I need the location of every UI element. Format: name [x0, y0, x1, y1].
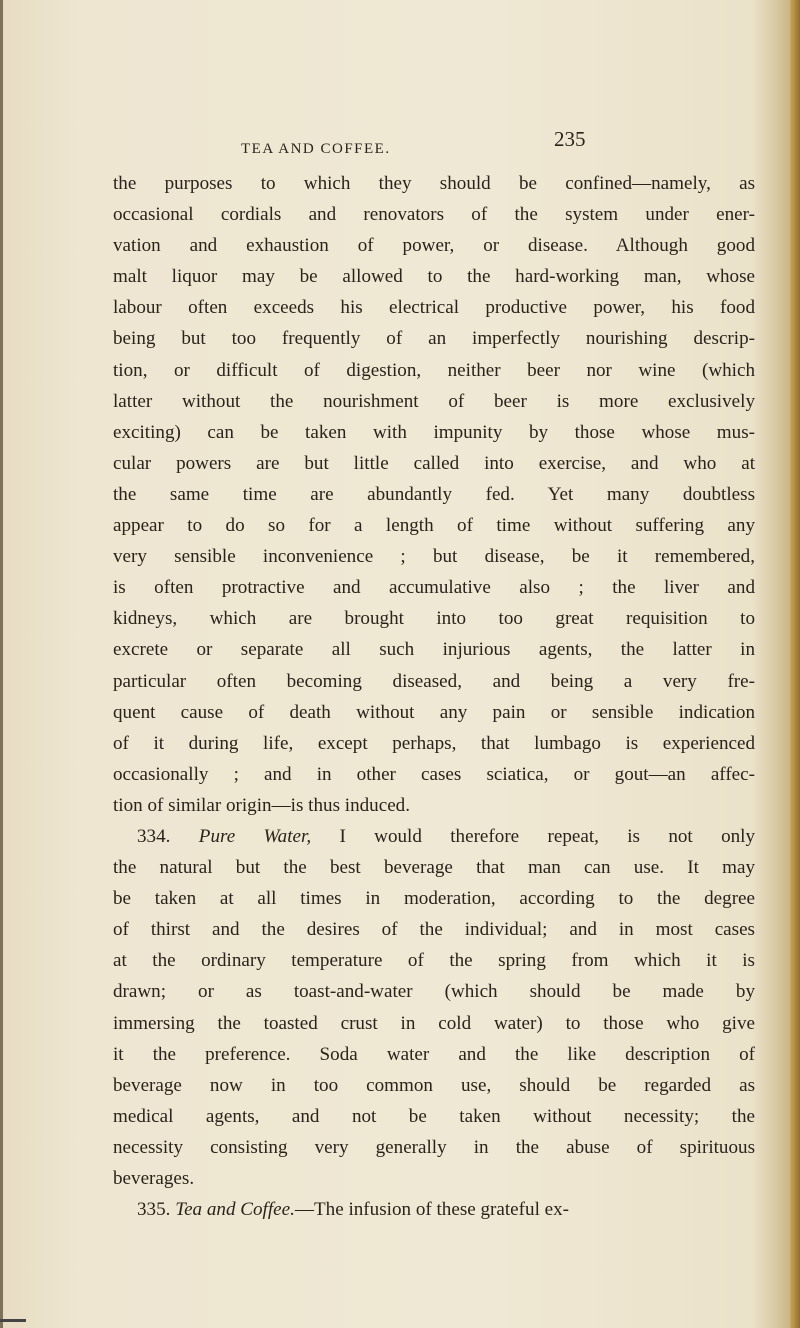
text-line: labour often exceeds his electrical productive power, his food: [113, 297, 755, 319]
text-line: excrete or separate all such injurious agents, the latter in: [113, 639, 755, 661]
text-line: beverages.: [113, 1168, 195, 1189]
text-line: appear to do so for a length of time without suffering any: [113, 515, 755, 537]
text-line: particular often becoming diseased, and being a very fre-: [113, 670, 755, 692]
text-line: it the preference. Soda water and the like description of: [113, 1043, 755, 1065]
page-left-edge: [0, 0, 3, 1328]
paragraph-335-first-line: [113, 1194, 755, 1225]
text-line: exciting) can be taken with impunity by those whose mus-: [113, 421, 755, 443]
paragraph-number: 334.: [137, 825, 171, 847]
text-line: latter without the nourishment of beer is more exclusively: [113, 390, 755, 412]
text-line: is often protractive and accumulative also ; the liver and: [113, 577, 755, 599]
text-line: immersing the toasted crust in cold water) to those who give: [113, 1012, 755, 1034]
text-line: the same time are abundantly fed. Yet many doubtless: [113, 483, 755, 505]
page-corner-mark: [0, 1319, 26, 1322]
paragraph-334-first-line: [113, 821, 755, 852]
page-right-edge: [790, 0, 800, 1328]
text-line: being but too frequently of an imperfectly nourishing descrip-: [113, 328, 755, 350]
text-line: be taken at all times in moderation, according to the degree: [113, 888, 755, 910]
page-number: 235: [554, 127, 586, 151]
text-line: medical agents, and not be taken without necessity; the: [113, 1105, 755, 1127]
text-line: drawn; or as toast-and-water (which should be made by: [113, 981, 755, 1003]
text-line: of it during life, except perhaps, that lumbago is experienced: [113, 732, 755, 754]
text-line: at the ordinary temperature of the spring from which it is: [113, 950, 755, 972]
text-line: very sensible inconvenience ; but disease, be it remembered,: [113, 546, 755, 568]
section-heading: Pure Water,: [198, 825, 312, 847]
text-line: cular powers are but little called into exercise, and who at: [113, 452, 755, 474]
text-line: occasionally ; and in other cases sciatica, or gout—an affec-: [113, 763, 755, 785]
text-line: tion of similar origin—is thus induced.: [113, 794, 410, 816]
text-line: occasional cordials and renovators of the system under ener-: [113, 204, 755, 226]
text-line: beverage now in too common use, should be regarded as: [113, 1074, 755, 1096]
running-title: TEA AND COFFEE.: [241, 141, 391, 157]
section-heading: Tea and Coffee.: [175, 1199, 295, 1221]
text-fragment: —The infusion of these grateful ex-: [294, 1199, 570, 1221]
body-text: [113, 168, 755, 1225]
text-line: kidneys, which are brought into too great requisition to: [113, 608, 755, 630]
text-line: tion, or difficult of digestion, neither beer nor wine (which: [113, 359, 755, 381]
text-line: the natural but the best beverage that man can use. It may: [113, 857, 755, 879]
text-line: malt liquor may be allowed to the hard-working man, whose: [113, 266, 755, 288]
text-fragment: I would therefore repeat, is not only: [339, 825, 756, 847]
text-line: vation and exhaustion of power, or disease. Although good: [113, 235, 755, 257]
text-line: necessity consisting very generally in the abuse of spirituous: [113, 1136, 755, 1158]
paragraph-number: 335.: [137, 1199, 171, 1221]
text-line: quent cause of death without any pain or sensible indication: [113, 701, 755, 723]
text-line: the purposes to which they should be confined—namely, as: [113, 173, 755, 194]
text-line: of thirst and the desires of the individual; and in most cases: [113, 919, 755, 941]
